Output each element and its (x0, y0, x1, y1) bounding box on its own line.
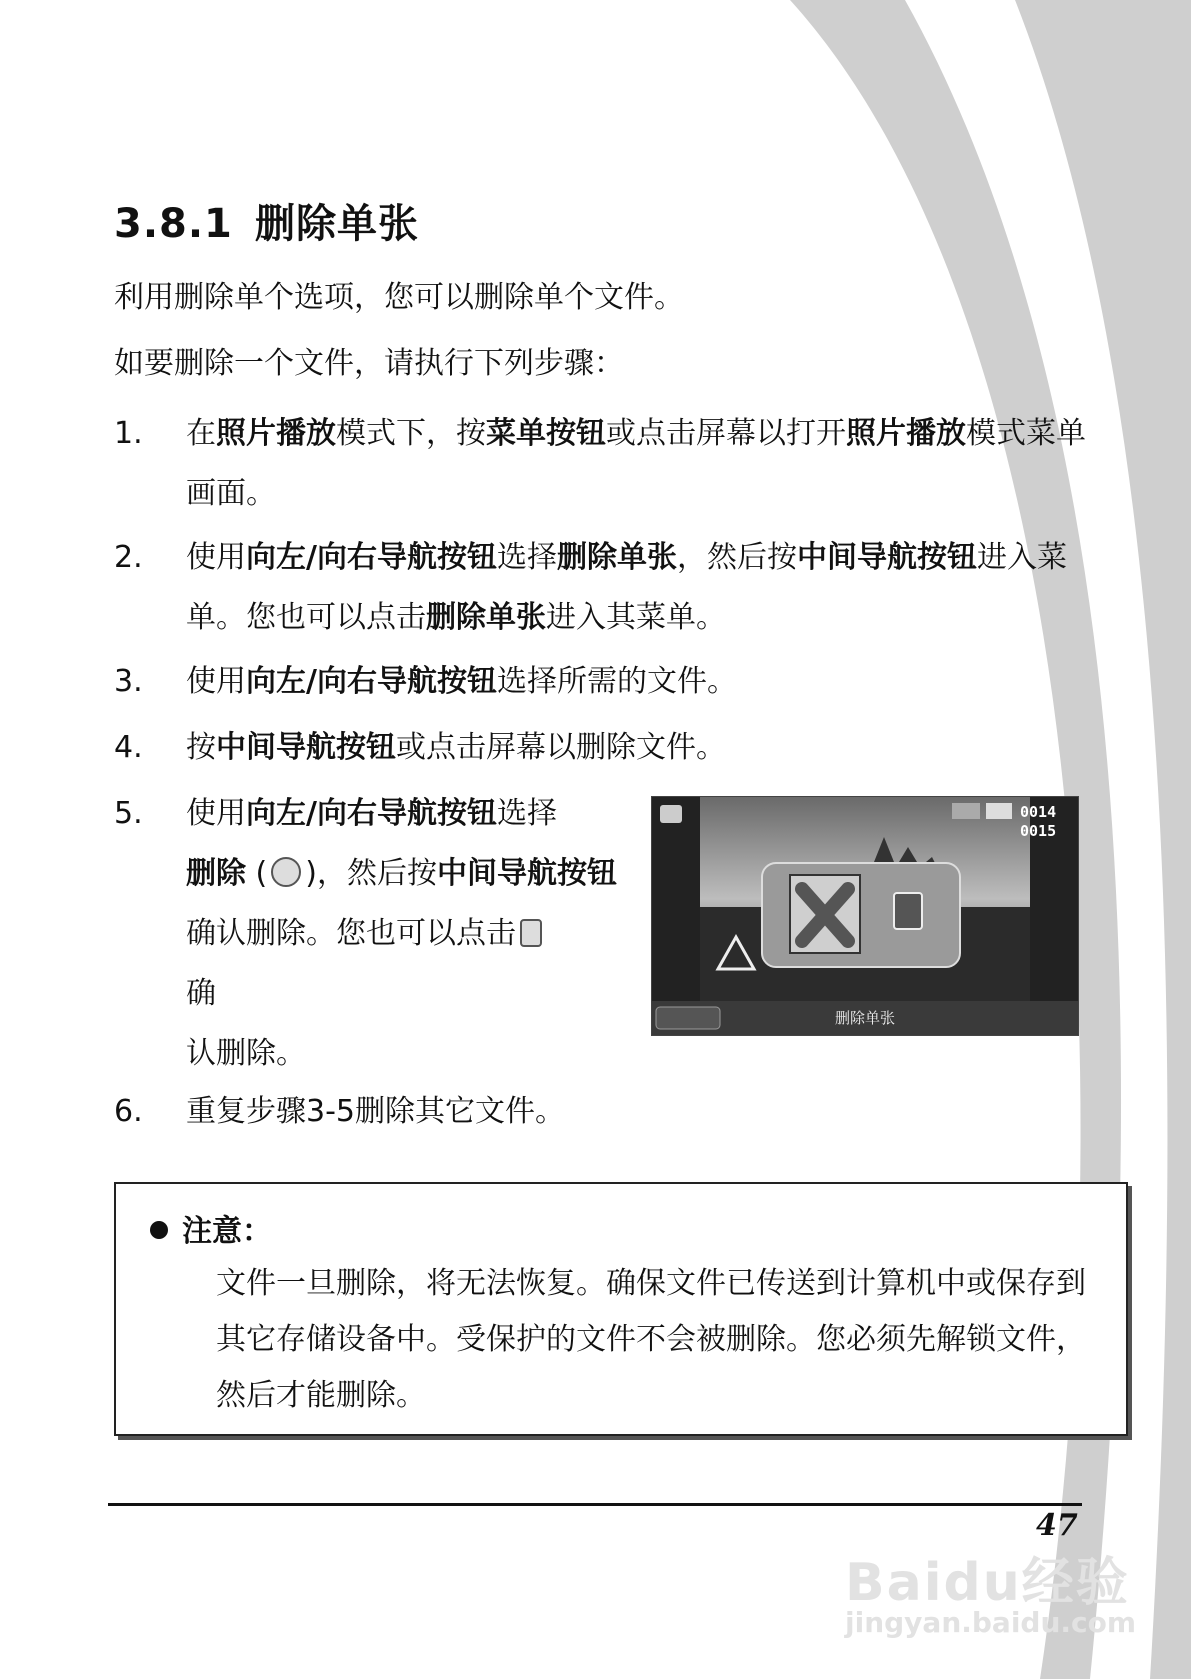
page-number: 47 (1036, 1508, 1078, 1543)
step-text: 按中间导航按钮或点击屏幕以删除文件。 (186, 730, 726, 765)
step-text: 重复步骤3-5删除其它文件。 (186, 1094, 565, 1129)
watermark-url: jingyan.baidu.com (845, 1606, 1137, 1639)
section-number: 3.8.1 (114, 201, 233, 247)
bullet-icon (150, 1221, 168, 1239)
step-number: 4. (114, 730, 143, 765)
step-text: 使用向左/向右导航按钮选择删除单张，然后按中间导航按钮进入菜单。您也可以点击删除单张进入其菜单。 (186, 540, 1067, 635)
step-number: 6. (114, 1094, 143, 1129)
trash-icon (520, 919, 542, 947)
intro-paragraph-2: 如要删除一个文件，请执行下列步骤： (114, 346, 624, 381)
camera-screen-image (651, 796, 1079, 1036)
watermark-brand: Baidu经验 (845, 1553, 1130, 1613)
section-title (114, 192, 419, 249)
camera-screen-graphic (652, 797, 1078, 1035)
note-body: 文件一旦删除，将无法恢复。确保文件已传送到计算机中或保存到其它存储设备中。受保护的文件不会被删除。您必须先解锁文件，然后才能删除。 (216, 1266, 1086, 1413)
step-number: 3. (114, 664, 143, 699)
step-text: 使用向左/向右导航按钮选择 删除 ( )，然后按中间导航按钮确认删除。您也可以点击 确 认删除。 (186, 796, 617, 1071)
note-box (114, 1182, 1128, 1436)
step-text: 在照片播放模式下，按菜单按钮或点击屏幕以打开照片播放模式菜单画面。 (186, 416, 1086, 511)
step-number: 5. (114, 796, 143, 831)
section-title-text: 删除单张 (255, 201, 419, 247)
step-number: 2. (114, 540, 143, 575)
footer-divider (108, 1503, 1082, 1506)
image-counter-total: 0015 (1020, 822, 1057, 840)
watermark (845, 1540, 1137, 1639)
trash-icon (271, 857, 301, 887)
step-number: 1. (114, 416, 143, 451)
image-counter-current: 0014 (1020, 803, 1057, 821)
note-heading: 注意： (150, 1206, 272, 1250)
screen-caption: 删除单张 (834, 1009, 895, 1027)
step-text: 使用向左/向右导航按钮选择所需的文件。 (186, 664, 737, 699)
intro-paragraph-1: 利用删除单个选项，您可以删除单个文件。 (114, 280, 684, 315)
